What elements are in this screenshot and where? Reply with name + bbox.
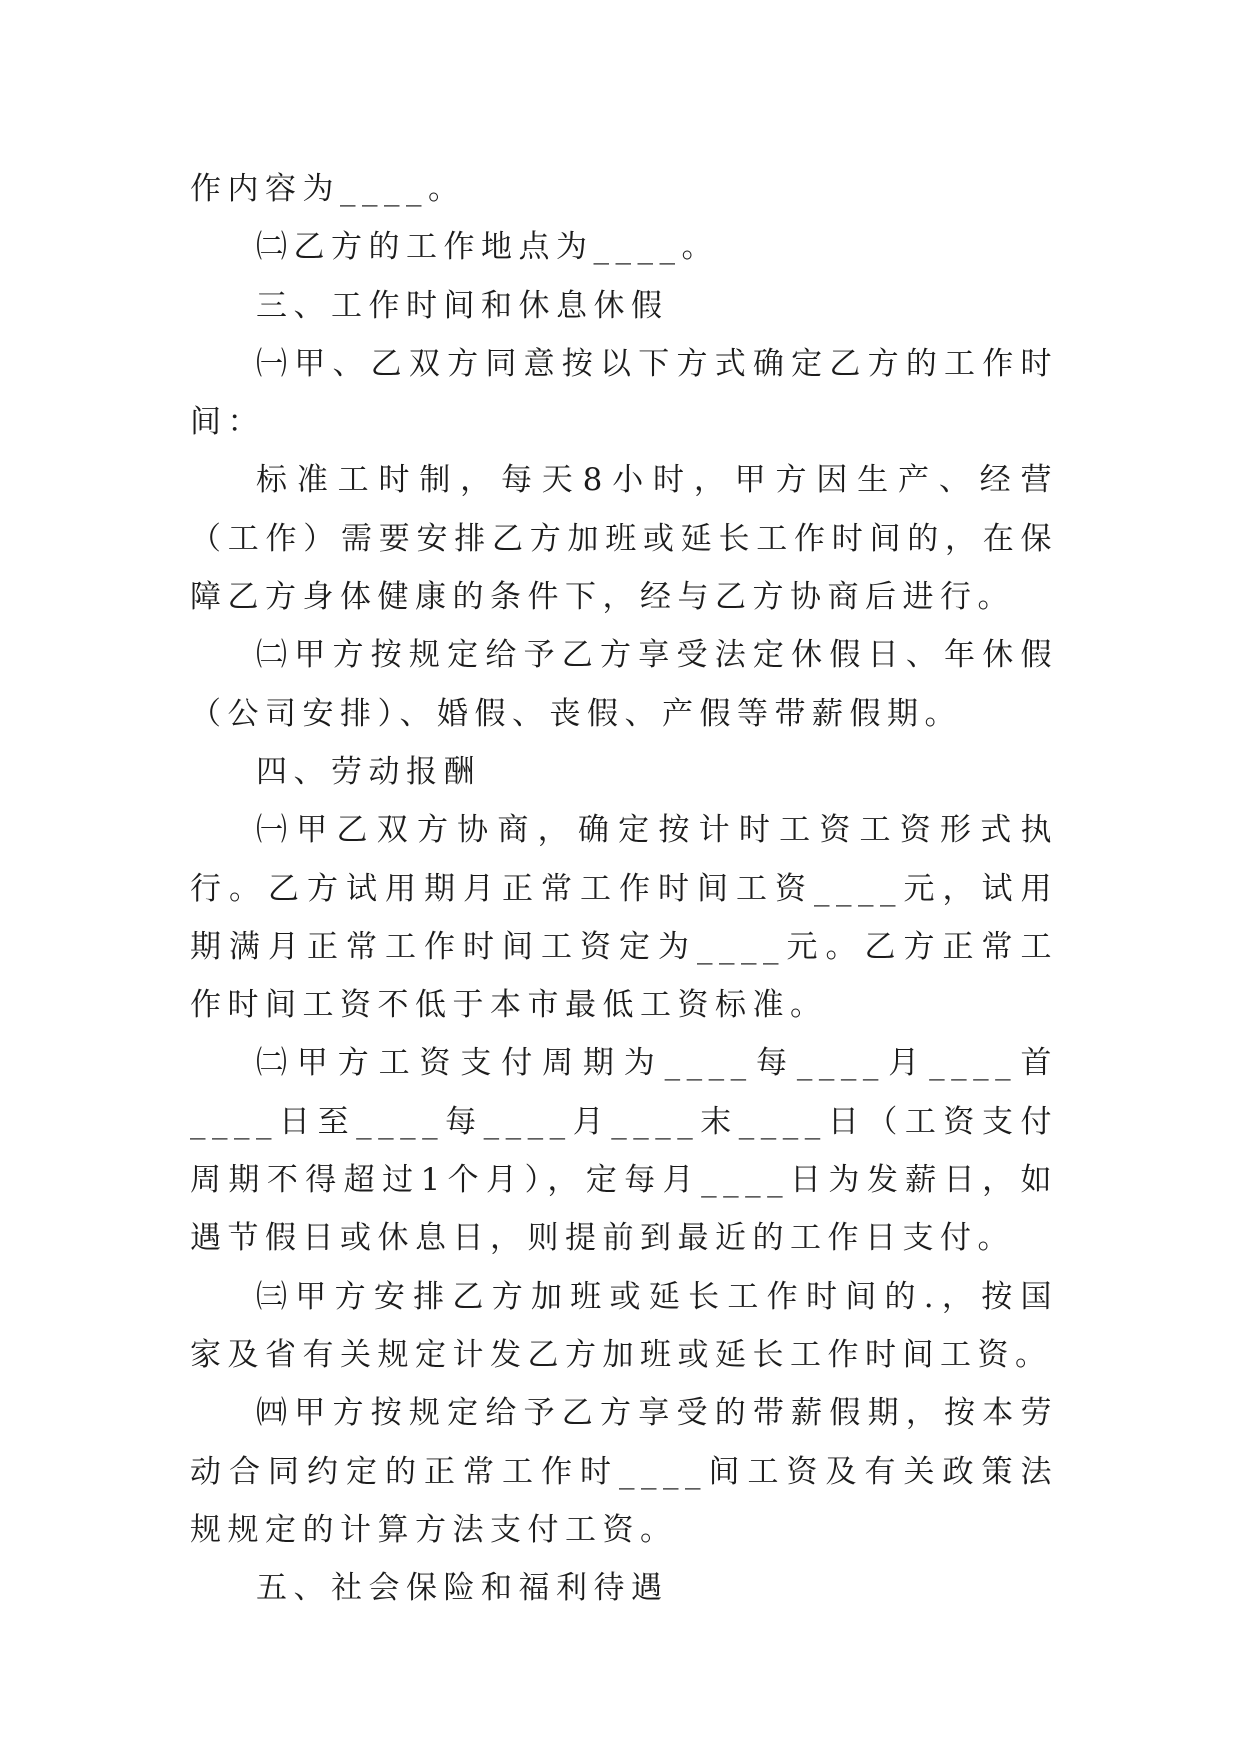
section-heading-work-time: 三、工作时间和休息休假 [256, 287, 669, 324]
paragraph-wage-form: ㈠甲乙双方协商，确定按计时工资工资形式执行。乙方试用期月正常工作时间工资____元，试用期满月正常工作时间工资定为____元。乙方正常工作时间工资不低于本市最低工资标准。 [190, 812, 1058, 1024]
paragraph-paid-leave: ㈡甲方按规定给予乙方享受法定休假日、年休假（公司安排）、婚假、丧假、产假等带薪假期。 [190, 637, 1058, 732]
paragraph-work-location: ㈡乙方的工作地点为____。 [256, 229, 719, 266]
paragraph-pay-cycle: ㈡甲方工资支付周期为____每____月____首____日至____每____月____末____日（工资支付周期不得超过1个月），定每月____日为发薪日，如遇节假日或休息日，则提前到最近的工作日支付。 [190, 1045, 1058, 1257]
paragraph-work-time-agreement: ㈠甲、乙双方同意按以下方式确定乙方的工作时间： [190, 345, 1058, 441]
section-heading-social-insurance: 五、社会保险和福利待遇 [256, 1570, 669, 1607]
document-page [190, 160, 1058, 1617]
paragraph-overtime-pay: ㈢甲方安排乙方加班或延长工作时间的.，按国家及省有关规定计发乙方加班或延长工作时间工资。 [190, 1278, 1058, 1373]
paragraph-work-content: 作内容为____。 [190, 171, 466, 207]
paragraph-standard-hours: 标准工时制，每天8小时，甲方因生产、经营（工作）需要安排乙方加班或延长工作时间的，在保障乙方身体健康的条件下，经与乙方协商后进行。 [190, 462, 1058, 616]
section-heading-remuneration: 四、劳动报酬 [256, 753, 481, 790]
paragraph-leave-pay: ㈣甲方按规定给予乙方享受的带薪假期，按本劳动合同约定的正常工作时____间工资及有关政策法规规定的计算方法支付工资。 [190, 1395, 1058, 1548]
